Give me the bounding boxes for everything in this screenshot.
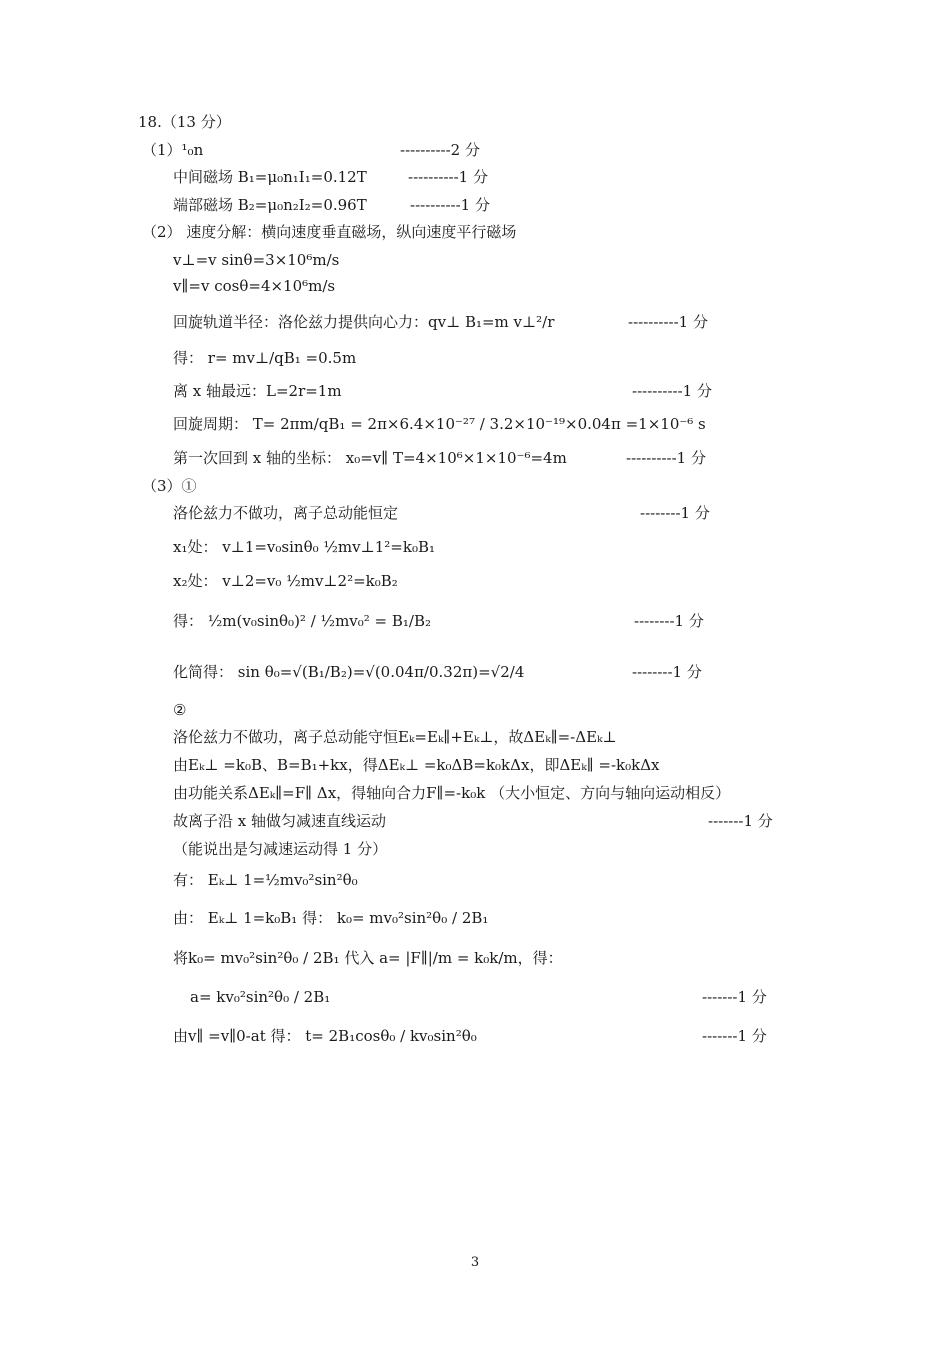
part3-simplify-score: --------1 分	[632, 663, 702, 681]
part3-s2-line9-score: -------1 分	[702, 988, 767, 1006]
part3-s2-line7: 由： Eₖ⊥ 1=k₀B₁ 得： k₀= mv₀²sin²θ₀ / 2B₁	[173, 909, 489, 927]
part2-radius-eq-score: ----------1 分	[628, 313, 708, 331]
part3-s2-line3: 由功能关系ΔEₖ∥=F∥ Δx，得轴向合力F∥=-k₀k （大小恒定、方向与轴向运动相反）	[173, 784, 731, 802]
part3-x2: x₂处： v⊥2=v₀ ½mv⊥2²=k₀B₂	[173, 572, 398, 590]
part3-s2-line2: 由Eₖ⊥ =k₀B、B=B₁+kx，得ΔEₖ⊥ =k₀ΔB=k₀kΔx，即ΔEₖ∥ =-k₀kΔx	[173, 756, 660, 774]
part1-line3: 端部磁场 B₂=μ₀n₂I₂=0.96T	[173, 196, 367, 214]
part3-s2-line1: 洛伦兹力不做功，离子总动能守恒Eₖ=Eₖ∥+Eₖ⊥，故ΔEₖ∥=-ΔEₖ⊥	[173, 728, 617, 746]
part3-ratio: 得： ½m(v₀sinθ₀)² / ½mv₀² = B₁/B₂	[173, 612, 432, 630]
part3-ratio-score: --------1 分	[634, 612, 704, 630]
part3-label: （3）①	[142, 477, 197, 495]
part2-period: 回旋周期： T= 2πm/qB₁ = 2π×6.4×10⁻²⁷ / 3.2×10⁻¹⁹×0.04π =1×10⁻⁶ s	[173, 415, 706, 433]
part3-s2-line10: 由v∥ =v∥0-at 得： t= 2B₁cosθ₀ / kv₀sin²θ₀	[173, 1027, 477, 1045]
part1-line3-score: ----------1 分	[410, 196, 490, 214]
part1-line2: 中间磁场 B₁=μ₀n₁I₁=0.12T	[173, 168, 367, 186]
part3-s2-line4-score: -------1 分	[708, 812, 773, 830]
part3-x1: x₁处： v⊥1=v₀sinθ₀ ½mv⊥1²=k₀B₁	[173, 538, 435, 556]
part2-farthest: 离 x 轴最远：L=2r=1m	[173, 382, 342, 400]
part2-farthest-score: ----------1 分	[632, 382, 712, 400]
part3-s2-line6: 有： Eₖ⊥ 1=½mv₀²sin²θ₀	[173, 871, 358, 889]
part2-v-par: v∥=v cosθ=4×10⁶m/s	[173, 277, 336, 295]
part2-v-perp: v⊥=v sinθ=3×10⁶m/s	[173, 251, 340, 269]
part3-s2-line8: 将k₀= mv₀²sin²θ₀ / 2B₁ 代入 a= |F∥|/m = k₀k/m，得：	[173, 949, 563, 967]
part3-simplify: 化简得： sin θ₀=√(B₁/B₂)=√(0.04π/0.32π)=√2/4	[173, 663, 525, 681]
page-number: 3	[470, 1255, 480, 1270]
part2-intro: （2） 速度分解：横向速度垂直磁场，纵向速度平行磁场	[142, 223, 517, 241]
part3-energy-const: 洛伦兹力不做功，离子总动能恒定	[173, 504, 399, 522]
part2-radius-result: 得： r= mv⊥/qB₁ =0.5m	[173, 349, 357, 367]
part2-radius-eq: 回旋轨道半径：洛伦兹力提供向心力：qv⊥ B₁=m v⊥²/r	[173, 313, 555, 331]
problem-header: 18.（13 分）	[138, 113, 231, 131]
part3-sub2-label: ②	[173, 701, 187, 719]
part3-s2-line10-score: -------1 分	[702, 1027, 767, 1045]
part1-line2-score: ----------1 分	[408, 168, 488, 186]
part2-return-coord: 第一次回到 x 轴的坐标： x₀=v∥ T=4×10⁶×1×10⁻⁶=4m	[173, 449, 567, 467]
part1-line1: （1）¹₀n	[142, 141, 204, 159]
part3-s2-line5: （能说出是匀减速运动得 1 分）	[173, 840, 388, 858]
part3-s2-line9: a= kv₀²sin²θ₀ / 2B₁	[190, 988, 331, 1006]
part1-line1-score: ----------2 分	[400, 141, 480, 159]
part3-s2-line4: 故离子沿 x 轴做匀减速直线运动	[173, 812, 386, 830]
part2-return-coord-score: ----------1 分	[626, 449, 706, 467]
part3-energy-const-score: --------1 分	[640, 504, 710, 522]
